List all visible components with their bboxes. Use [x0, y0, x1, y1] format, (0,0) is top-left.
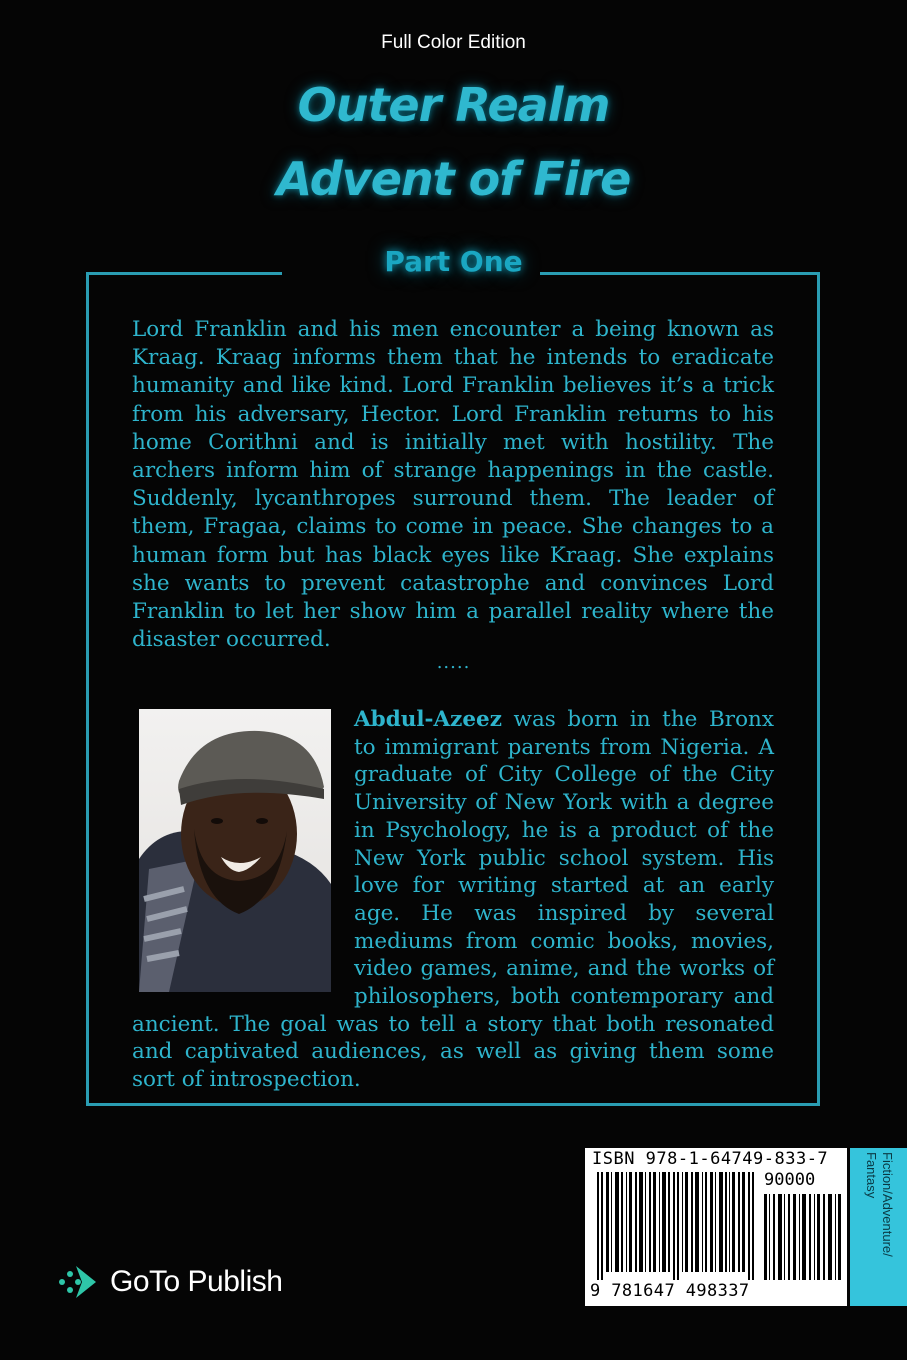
edition-label: Full Color Edition	[381, 32, 526, 53]
section-separator: .....	[436, 652, 471, 673]
isbn-label: ISBN 978-1-64749-833-7	[592, 1149, 829, 1169]
ean-digits: 9 781647 498337	[590, 1281, 750, 1301]
synopsis-text: Lord Franklin and his men encounter a being known as Kraag. Kraag informs them that he intends to eradicate humanity and like kind. Lord Franklin believes it’s a trick from his adversary, Hector. Lord Franklin returns to his home Corithni and is initially met with hostility. The archers inform him of strange happenings in the castle. Suddenly, lycanthropes surround them. The leader of them, Fragaa, claims to come in peace. She changes to a human form but has black eyes like Kraag. She explains she wants to prevent catastrophe and convinces Lord Franklin to let her show him a parallel reality where the disaster occurred.	[132, 317, 774, 653]
goto-logo-icon	[56, 1262, 100, 1302]
author-name: Abdul-Azeez	[354, 707, 502, 732]
book-title-line1: Outer Realm	[297, 78, 610, 132]
genre-label-wrap	[850, 1148, 907, 1306]
part-label: Part One	[384, 245, 523, 278]
book-title-line2: Advent of Fire	[276, 152, 631, 206]
genre-label: Fiction/Adventure/ Fantasy	[863, 1152, 895, 1257]
barcode-price-bars	[764, 1194, 842, 1280]
publisher-logo	[56, 1262, 282, 1302]
barcode-ean-bars	[597, 1172, 754, 1280]
price-code: 90000	[764, 1170, 816, 1190]
bio-text: was born in the Bronx to immigrant parents from Nigeria. A graduate of City College of the City University of New York with a degree in Psychology, he is a product of the New York public school system. His love for writing started at an early age. He was inspired by several mediums from comic books, movies, video games, anime, and the works of philosophers, both contemporary and ancient. The goal was to tell a story that both resonated and captivated audiences, as well as giving them some sort of introspection.	[132, 707, 774, 1093]
publisher-name: GoTo Publish	[110, 1265, 283, 1298]
author-photo	[139, 709, 331, 992]
